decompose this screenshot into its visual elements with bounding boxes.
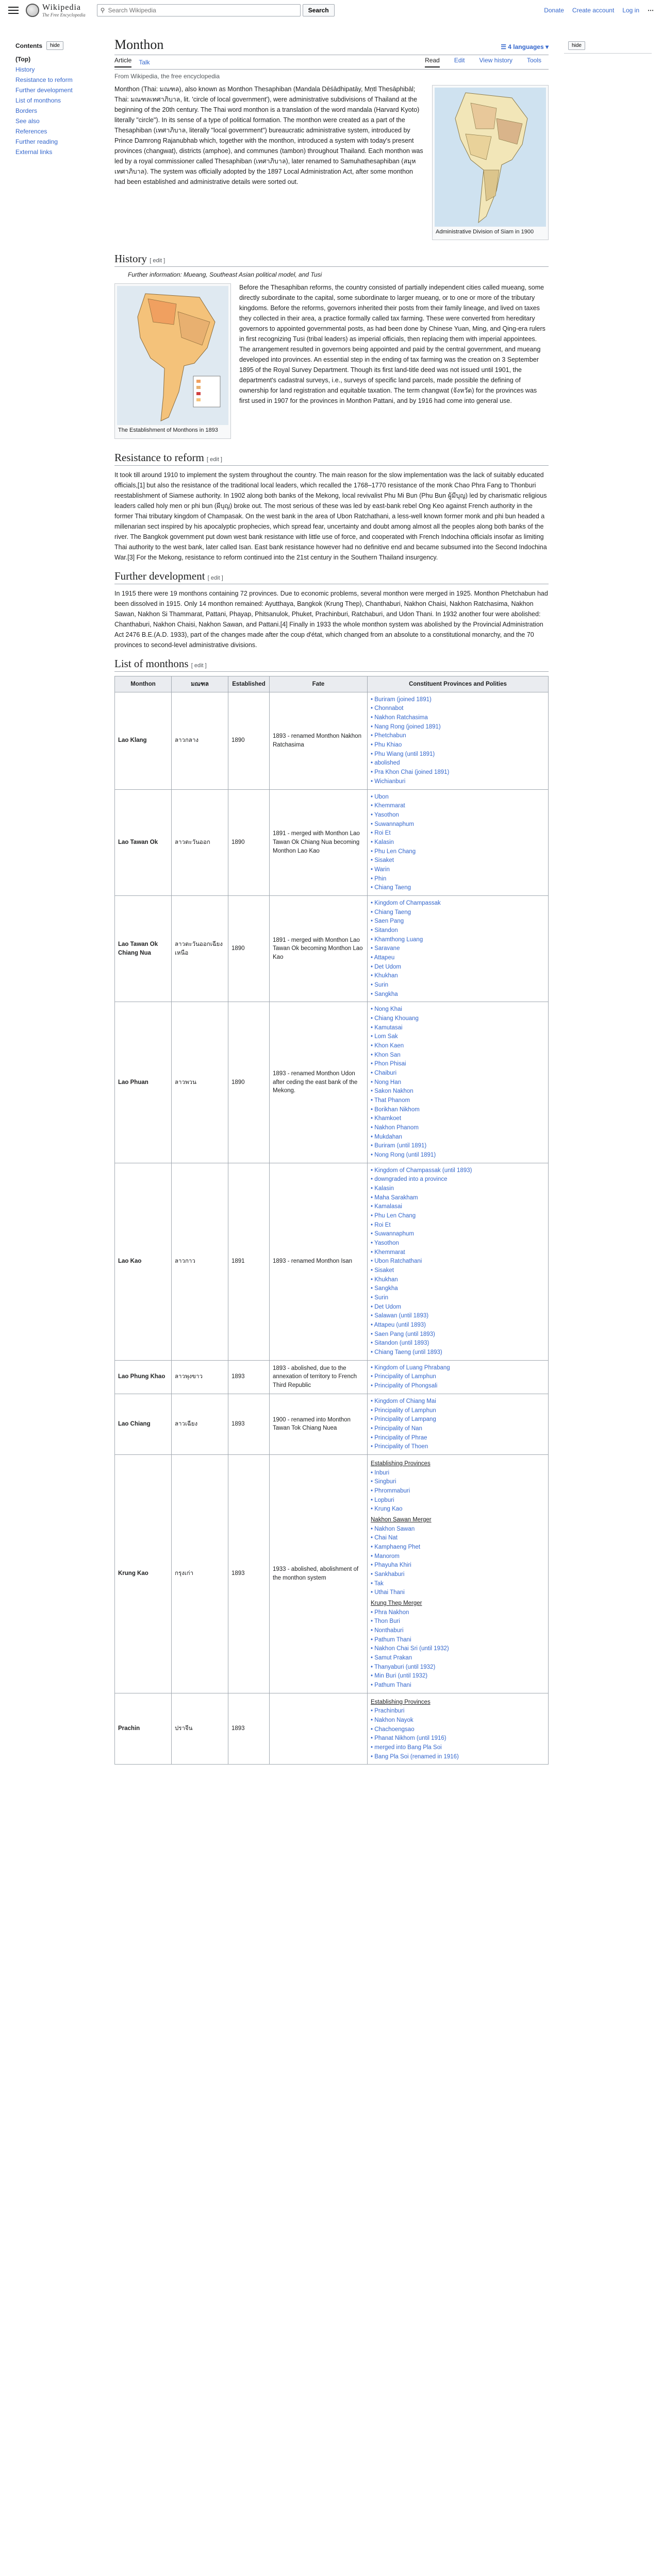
monthon-name-cell: Lao Kao [115, 1163, 172, 1360]
fate-cell: 1893 - abolished, due to the annexation of territory to French Third Republic [270, 1360, 368, 1394]
fate-cell: 1893 - renamed Monthon Isan [270, 1163, 368, 1360]
history-edit-link[interactable]: [ edit ] [150, 258, 166, 264]
map-figure-1893 [114, 283, 231, 438]
polity-item[interactable]: • Sankhaburi [371, 1570, 545, 1579]
tab-edit[interactable]: Edit [454, 57, 465, 64]
polity-item[interactable]: • Thon Buri [371, 1617, 545, 1626]
menu-icon[interactable] [8, 7, 19, 14]
toc-item-resistance[interactable]: Resistance to reform [15, 76, 73, 83]
polity-item[interactable]: • Kingdom of Champassak (until 1893) [371, 1166, 545, 1175]
monthon-thai-cell: ลาวพวน [172, 1002, 228, 1163]
polity-list [371, 899, 545, 998]
polity-item[interactable]: • Nakhon Phanom [371, 1124, 545, 1132]
polity-item[interactable]: • Phu Len Chang [371, 848, 545, 856]
col-established[interactable]: Established [228, 676, 270, 692]
monthon-name-cell: Lao Chiang [115, 1394, 172, 1454]
established-cell: 1890 [228, 1002, 270, 1163]
polity-item[interactable]: • Pathum Thani [371, 1681, 545, 1690]
polity-item[interactable]: • Principality of Lampang [371, 1415, 545, 1424]
further-paragraph: In 1915 there were 19 monthons containing 72 provinces. Due to economic problems, several monthon were merged in 1925. Monthon Phetchabun had been dissolved in 1915. Only 14 monthon remained: Ayutthaya, Bangkok (Krung Thep), Chanthaburi, Nakhon Chaisi, Nakhon Ratchasima, Nakhon Sawan, Nakhon Si Thammarat, Pattani, Phayap, Phitsanulok, Phuket, Prachinburi, Ratchaburi, and Udon Thani. In 1932 another four were abolished: Chanthaburi, Nakhon Chaisi, Nakhon Sawan, and Pattani.[4] Finally in 1933 the whole monthon system was abolished by the Provincial Administration Act 2476 B.E.(A.D. 1933), part of the changes made after the coup d'état, which changed from an absolute to a constitutional monarchy, and the 70 provinces to second-level administrative divisions. [114, 589, 548, 649]
fate-cell: 1891 - merged with Monthon Lao Tawan Ok Chiang Nua becoming Monthon Lao Kao [270, 789, 368, 895]
siam-map-1893 [117, 286, 228, 425]
map-caption-1893: The Establishment of Monthons in 1893 [118, 427, 218, 434]
established-cell: 1893 [228, 1360, 270, 1394]
polity-item[interactable]: • Suwannaphum [371, 1230, 545, 1239]
polity-item[interactable]: • Surin [371, 981, 545, 990]
tab-article[interactable]: Article [114, 57, 131, 67]
polity-item[interactable]: • Chachoengsao [371, 1725, 545, 1734]
polity-item[interactable]: • Saen Pang [371, 917, 545, 926]
monthon-thai-cell: ลาวตะวันออก [172, 789, 228, 895]
polity-item[interactable]: • Sitandon [371, 926, 545, 935]
polity-item[interactable]: • Saen Pang (until 1893) [371, 1330, 545, 1339]
polity-item[interactable]: • Phu Khiao [371, 741, 545, 750]
polity-item[interactable]: • Phon Phisai [371, 1060, 545, 1069]
tab-history[interactable]: View history [479, 57, 512, 64]
polity-item[interactable]: • Chiang Taeng [371, 908, 545, 917]
polity-item[interactable]: • Khamkoet [371, 1114, 545, 1123]
polity-item[interactable]: • Sakon Nakhon [371, 1087, 545, 1096]
polity-item[interactable]: • Nong Rong (until 1891) [371, 1151, 545, 1160]
polity-item[interactable]: • Khukhan [371, 1276, 545, 1284]
fate-cell [270, 1693, 368, 1765]
polity-item[interactable]: • Roi Et [371, 1221, 545, 1230]
polity-item[interactable]: • Lopburi [371, 1496, 545, 1505]
polity-item[interactable]: • Yasothon [371, 1239, 545, 1248]
polity-item[interactable]: • Principality of Nan [371, 1425, 545, 1433]
wikipedia-logo[interactable] [26, 3, 86, 18]
table-row [115, 789, 549, 895]
login-link[interactable]: Log in [622, 7, 639, 14]
polity-item[interactable]: • Kalasin [371, 838, 545, 847]
polity-item[interactable]: • Phra Nakhon [371, 1608, 545, 1617]
list-heading-text: List of monthons [114, 657, 189, 670]
monthon-thai-cell: ปราจีน [172, 1693, 228, 1765]
polity-list [371, 1469, 545, 1514]
established-cell: 1890 [228, 895, 270, 1002]
polity-item[interactable]: • Nong Han [371, 1078, 545, 1087]
polity-item[interactable]: • Det Udom [371, 1303, 545, 1312]
history-heading-text: History [114, 252, 147, 265]
polity-item[interactable]: • Principality of Lamphun [371, 1372, 545, 1381]
table-row [115, 1163, 549, 1360]
polity-item[interactable]: • merged into Bang Pla Soi [371, 1743, 545, 1752]
monthon-thai-cell: ลาวตะวันออกเฉียงเหนือ [172, 895, 228, 1002]
polity-item[interactable]: • Pra Khon Chai (joined 1891) [371, 768, 545, 777]
personal-tools [544, 7, 654, 14]
toc-item-top[interactable]: (Top) [15, 56, 31, 63]
polity-item[interactable]: • Attapeu (until 1893) [371, 1321, 545, 1330]
list-edit-link[interactable]: [ edit ] [191, 662, 207, 669]
polity-item[interactable]: • Maha Sarakham [371, 1194, 545, 1202]
polity-item[interactable]: • Nong Khai [371, 1005, 545, 1014]
polity-group-title: Nakhon Sawan Merger [371, 1516, 432, 1523]
polity-item[interactable]: • abolished [371, 759, 545, 768]
polity-item[interactable]: • Uthai Thani [371, 1588, 545, 1597]
polity-item[interactable]: • Krung Kao [371, 1505, 545, 1514]
polity-item[interactable]: • downgraded into a province [371, 1175, 545, 1184]
polity-item[interactable]: • Ubon [371, 793, 545, 802]
polity-item[interactable]: • Surin [371, 1294, 545, 1302]
col-thai[interactable]: มณฑล [172, 676, 228, 692]
polity-list [371, 1608, 545, 1690]
polity-item[interactable]: • Bang Pla Soi (renamed in 1916) [371, 1753, 545, 1761]
resistance-paragraph: It took till around 1910 to implement the system throughout the country. The main reason for the slow implementation was the lack of suitably educated officials,[1] but also the resistance of the traditional local leaders, which recalled the 1768–1770 resistance of the monk Chao Phra Fang to Thonburi reestablishment of Siamese authority. In 1902 along both banks of the Mekong, local revivalist Phu Mi Bun (Phu Bun ผู้มีบุญ) led by charismatic religious leaders called holy men or phi bun (ผีบุญ) broke out. The most serious of these was led by east-bank rebel Ong Keo against French authority in the former Thai tributary kingdom of Champasak. On the west bank in the area of Ubon Ratchathani, a less-well known former monk and phi bun headed a millenarian sect inspired by his apocalyptic prophecies, which spread fear, uncertainty and doubt among almost all the peoples along both banks of the river. The Bangkok government put down west bank resistance with little use of force, and cooperated with French Indochina officials insofar as limiting Thai authority to the west bank, later called Isan. East bank resistance however had no definitive end and became subsumed into the Second Indochina War.[3] For the Mekong, resistance to reform continued into the 21st century in the Southern Thailand insurgency. [114, 471, 547, 561]
polity-group-title: Krung Thep Merger [371, 1600, 422, 1606]
toc-title: Contents [15, 42, 42, 49]
polities-cell [368, 789, 549, 895]
polity-item[interactable]: • Sangkha [371, 990, 545, 999]
polities-cell [368, 1394, 549, 1454]
polity-item[interactable]: • Phu Len Chang [371, 1212, 545, 1221]
polity-item[interactable]: • Sitandon (until 1893) [371, 1339, 545, 1348]
polity-item[interactable]: • Principality of Thoen [371, 1443, 545, 1451]
wordmark: Wikipedia [42, 3, 81, 12]
polity-item[interactable]: • Phetchabun [371, 732, 545, 740]
polity-item[interactable]: • Pathum Thani [371, 1636, 545, 1645]
fate-cell: 1893 - renamed Monthon Udon after ceding the east bank of the Mekong. [270, 1002, 368, 1163]
polity-item[interactable]: • Chai Nat [371, 1534, 545, 1543]
polity-item[interactable]: • Kingdom of Chiang Mai [371, 1397, 545, 1406]
polity-item[interactable]: • Kingdom of Champassak [371, 899, 545, 908]
intro-paragraph: Monthon (Thai: มณฑล), also known as Monthon Thesaphiban (Mandala Dēśādhipatāy, Mṇtl Thesāphibāl; Thai: มณฑลเทศาภิบาล, lit. 'circle of local government'), were administrative subdivisions of Thailand at the beginning of the 20th century. The Thai word monthon is a translation of the word mandala (Harvard Kyoto) literally "circle"). In its sense of a type of political formation. The monthon were created as a part of the Thesaphiban (เทศาภิบาล, literally "local government") bureaucratic administrative system, introduced by Prince Damrong Rajanubhab which, together with the monthon, introduced a system with today's present provinces (changwat), districts (amphoe), and communes (tambon) throughout Thailand. Each monthon was led by a royal commissioner called Thesaphiban (เทศาภิบาล), later renamed to Samuhathesaphiban (สมุหเทศาภิบาล). The system was officially adopted by the 1897 Local Administration Act, after some monthon had been established and administrative details were sorted out. [114, 86, 423, 185]
polity-list [371, 1525, 545, 1597]
polity-group-title: Establishing Provinces [371, 1460, 431, 1467]
toc-hide-button[interactable]: hide [46, 41, 63, 50]
table-body [115, 692, 549, 1765]
monthon-table [114, 676, 549, 1765]
col-polities[interactable]: Constituent Provinces and Polities [368, 676, 549, 692]
established-cell: 1893 [228, 1394, 270, 1454]
toc-item-history[interactable]: History [15, 66, 35, 73]
monthon-thai-cell: ลาวพุงขาว [172, 1360, 228, 1394]
polity-list [371, 1364, 545, 1391]
polity-item[interactable]: • Phayuha Khiri [371, 1561, 545, 1570]
polity-item[interactable]: • Chiang Khouang [371, 1014, 545, 1023]
monthon-name-cell: Prachin [115, 1693, 172, 1765]
search-input[interactable] [108, 7, 296, 14]
polity-item[interactable]: • Samut Prakan [371, 1654, 545, 1663]
polity-item[interactable]: • Khon Kaen [371, 1042, 545, 1050]
polity-item[interactable]: • Manorom [371, 1552, 545, 1561]
established-cell: 1891 [228, 1163, 270, 1360]
polity-item[interactable]: • Yasothon [371, 811, 545, 820]
resistance-heading-text: Resistance to reform [114, 451, 204, 464]
history-hatnote: Further information: Mueang, Southeast Asian political model, and Tusi [128, 271, 322, 279]
polity-item[interactable]: • Nakhon Sawan [371, 1525, 545, 1534]
polity-item[interactable]: • Warin [371, 866, 545, 874]
polity-item[interactable]: • That Phanom [371, 1096, 545, 1105]
polity-item[interactable]: • Chonnabot [371, 704, 545, 713]
search-box [97, 4, 301, 16]
translate-icon: ☰ [501, 43, 508, 50]
polities-cell [368, 692, 549, 789]
polity-item[interactable]: • Kamalasai [371, 1202, 545, 1211]
site-sub: From Wikipedia, the free encyclopedia [114, 73, 220, 80]
polity-item[interactable]: • Kingdom of Luang Phrabang [371, 1364, 545, 1372]
further-edit-link[interactable]: [ edit ] [207, 574, 223, 581]
monthon-name-cell: Lao Tawan Ok Chiang Nua [115, 895, 172, 1002]
table-row [115, 1002, 549, 1163]
globe-icon [26, 4, 39, 17]
polity-item[interactable]: • Attapeu [371, 954, 545, 962]
polity-list [371, 793, 545, 892]
polity-item[interactable]: • Principality of Phongsali [371, 1382, 545, 1391]
table-row [115, 895, 549, 1002]
fate-cell: 1933 - abolished, abolishment of the monthon system [270, 1454, 368, 1693]
toc-item-further-development[interactable]: Further development [15, 87, 73, 94]
toc-item-external-links[interactable]: External links [15, 148, 53, 156]
language-count: 4 languages [508, 43, 544, 50]
polity-item[interactable]: • Phrommaburi [371, 1487, 545, 1496]
polity-item[interactable]: • Sangkha [371, 1284, 545, 1293]
polity-item[interactable]: • Phanat Nikhom (until 1916) [371, 1734, 545, 1743]
polity-item[interactable]: • Buriram (joined 1891) [371, 696, 545, 704]
tab-talk[interactable]: Talk [139, 58, 150, 66]
polity-item[interactable]: • Nonthaburi [371, 1626, 545, 1635]
resistance-heading [114, 451, 549, 466]
polity-item[interactable]: • Inburi [371, 1469, 545, 1478]
search-icon: ⚲ [100, 7, 105, 14]
monthon-name-cell: Lao Klang [115, 692, 172, 789]
donate-link[interactable]: Donate [544, 7, 564, 14]
map-image-1893[interactable] [117, 286, 228, 425]
polity-item[interactable]: • Borikhan Nikhom [371, 1106, 545, 1114]
polity-item[interactable]: • Tak [371, 1580, 545, 1588]
polity-item[interactable]: • Det Udom [371, 963, 545, 972]
list-heading [114, 657, 549, 672]
monthon-thai-cell: ลาวกาว [172, 1163, 228, 1360]
polity-item[interactable]: • Prachinburi [371, 1707, 545, 1716]
established-cell: 1890 [228, 789, 270, 895]
polity-item[interactable]: • Nang Rong (joined 1891) [371, 723, 545, 732]
table-row [115, 1454, 549, 1693]
polity-item[interactable]: • Principality of Phrae [371, 1434, 545, 1443]
polity-item[interactable]: • Kamutasai [371, 1024, 545, 1032]
fate-cell: 1900 - renamed into Monthon Tawan Tok Chiang Nuea [270, 1394, 368, 1454]
polity-item[interactable]: • Salawan (until 1893) [371, 1312, 545, 1320]
history-paragraph: Before the Thesaphiban reforms, the country consisted of partially independent cities called mueang, some directly subordinate to the capital, some subordinate to larger mueang, or to one or more of the tributary kingdoms. Before the reforms, governors inherited their posts from their family lineage, and lived on taxes they collected in their area, a practice formally called tax farming. These were converted from hereditary governors to appointed governmental posts, as had been done by Chinese Yuan, Ming, and Qing-era rulers in first recognizing Tusi (tribal leaders) as imperial officials, then replacing them with imperial appointees. The arrangement resulted in governors being appointed and paid by the central government, and mueang developed into provinces. An essential step in the ending of tax farming was the creation on 3 September 1895 of the Royal Survey Department. Though its first land-title deed was not issued until 1901, the department's cadastral surveys, i.e., surveys of specific land parcels, made possible the defining of ownership for land registration and equitable taxation. The term changwat (จังหวัด) for the provinces was first used in 1907 for the provinces in Monthon Pattani, and by 1916 had come into general use. [239, 284, 545, 405]
resistance-edit-link[interactable]: [ edit ] [207, 456, 222, 463]
polity-item[interactable]: • Khon San [371, 1051, 545, 1060]
polity-item[interactable]: • Principality of Lamphun [371, 1406, 545, 1415]
monthon-thai-cell: ลาวเฉียง [172, 1394, 228, 1454]
table-row [115, 692, 549, 789]
polity-item[interactable]: • Suwannaphum [371, 820, 545, 829]
further-heading-text: Further development [114, 569, 205, 582]
col-fate[interactable]: Fate [270, 676, 368, 692]
polity-item[interactable]: • Buriram (until 1891) [371, 1142, 545, 1150]
polities-cell [368, 1693, 549, 1765]
map-figure-1900 [432, 85, 549, 240]
col-monthon[interactable]: Monthon [115, 676, 172, 692]
monthon-name-cell: Lao Phuan [115, 1002, 172, 1163]
appearance-panel [564, 41, 652, 58]
create-account-link[interactable]: Create account [572, 7, 615, 14]
siam-map-1900 [435, 88, 546, 227]
map-caption-1900: Administrative Division of Siam in 1900 [436, 229, 534, 235]
page-tabs [114, 55, 549, 70]
polities-cell [368, 1163, 549, 1360]
polity-item[interactable]: • Chiang Taeng (until 1893) [371, 1348, 545, 1357]
polity-item[interactable]: • Singburi [371, 1478, 545, 1486]
search-button[interactable]: Search [303, 4, 335, 16]
monthon-thai-cell: กรุงเก่า [172, 1454, 228, 1693]
polities-cell [368, 1454, 549, 1693]
main-content [114, 37, 549, 1765]
polity-item[interactable]: • Roi Et [371, 829, 545, 838]
monthon-name-cell: Lao Phung Khao [115, 1360, 172, 1394]
polity-item[interactable]: • Nakhon Ratchasima [371, 714, 545, 722]
monthon-thai-cell: ลาวกลาง [172, 692, 228, 789]
polities-cell [368, 895, 549, 1002]
appearance-hide-button[interactable]: hide [568, 41, 585, 50]
polity-item[interactable]: • Khemmarat [371, 802, 545, 810]
toc-item-further-reading[interactable]: Further reading [15, 138, 58, 145]
table-row [115, 1360, 549, 1394]
polity-item[interactable]: • Sisaket [371, 856, 545, 865]
monthon-name-cell: Krung Kao [115, 1454, 172, 1693]
fate-cell: 1893 - renamed Monthon Nakhon Ratchasima [270, 692, 368, 789]
table-row [115, 1394, 549, 1454]
map-image-1900[interactable] [435, 88, 546, 227]
polity-item[interactable]: • Phin [371, 875, 545, 884]
polity-item[interactable]: • Chaiburi [371, 1069, 545, 1078]
established-cell: 1890 [228, 692, 270, 789]
further-heading [114, 570, 549, 584]
history-heading [114, 252, 549, 267]
established-cell: 1893 [228, 1454, 270, 1693]
toc-item-references[interactable]: References [15, 128, 47, 135]
polity-item[interactable]: • Khemmarat [371, 1248, 545, 1257]
site-header [0, 0, 662, 21]
language-button[interactable]: ☰ 4 languages ▾ [501, 43, 549, 50]
toc-item-see-also[interactable]: See also [15, 117, 40, 125]
polity-item[interactable]: • Mukdahan [371, 1133, 545, 1142]
polity-item[interactable]: • Min Buri (until 1932) [371, 1672, 545, 1681]
page-title-row [114, 37, 549, 55]
polity-item[interactable]: • Khamthong Luang [371, 936, 545, 944]
tab-tools[interactable]: Tools [526, 57, 541, 64]
monthon-name-cell: Lao Tawan Ok [115, 789, 172, 895]
polity-list [371, 696, 545, 786]
polity-item[interactable]: • Lom Sak [371, 1032, 545, 1041]
polity-item[interactable]: • Chiang Taeng [371, 884, 545, 892]
polity-item[interactable]: • Kalasin [371, 1184, 545, 1193]
fate-cell: 1891 - merged with Monthon Lao Tawan Ok becoming Monthon Lao Kao [270, 895, 368, 1002]
polity-list [371, 1005, 545, 1159]
polity-list [371, 1707, 545, 1761]
polity-item[interactable]: • Nakhon Chai Sri (until 1932) [371, 1645, 545, 1653]
polity-item[interactable]: • Wichianburi [371, 777, 545, 786]
table-of-contents [15, 41, 106, 157]
polity-list [371, 1397, 545, 1451]
polity-item[interactable]: • Phu Wiang (until 1891) [371, 750, 545, 759]
polities-cell [368, 1002, 549, 1163]
polity-item[interactable]: • Sisaket [371, 1266, 545, 1275]
toc-item-list[interactable]: List of monthons [15, 97, 61, 104]
polity-group-title: Establishing Provinces [371, 1699, 431, 1705]
polities-cell [368, 1360, 549, 1394]
polity-item[interactable]: • Khukhan [371, 972, 545, 980]
page-title: Monthon [114, 37, 164, 52]
polity-item[interactable]: • Nakhon Nayok [371, 1716, 545, 1725]
polity-item[interactable]: • Kamphaeng Phet [371, 1543, 545, 1552]
tab-read[interactable]: Read [425, 57, 440, 67]
polity-list [371, 1166, 545, 1357]
polity-item[interactable]: • Thanyaburi (until 1932) [371, 1663, 545, 1672]
more-icon[interactable]: ⋯ [648, 7, 654, 14]
table-row [115, 1693, 549, 1765]
tagline: The Free Encyclopedia [42, 12, 86, 18]
established-cell: 1893 [228, 1693, 270, 1765]
polity-item[interactable]: • Saravane [371, 944, 545, 953]
toc-item-borders[interactable]: Borders [15, 107, 38, 114]
polity-item[interactable]: • Ubon Ratchathani [371, 1257, 545, 1266]
table-header-row [115, 676, 549, 692]
